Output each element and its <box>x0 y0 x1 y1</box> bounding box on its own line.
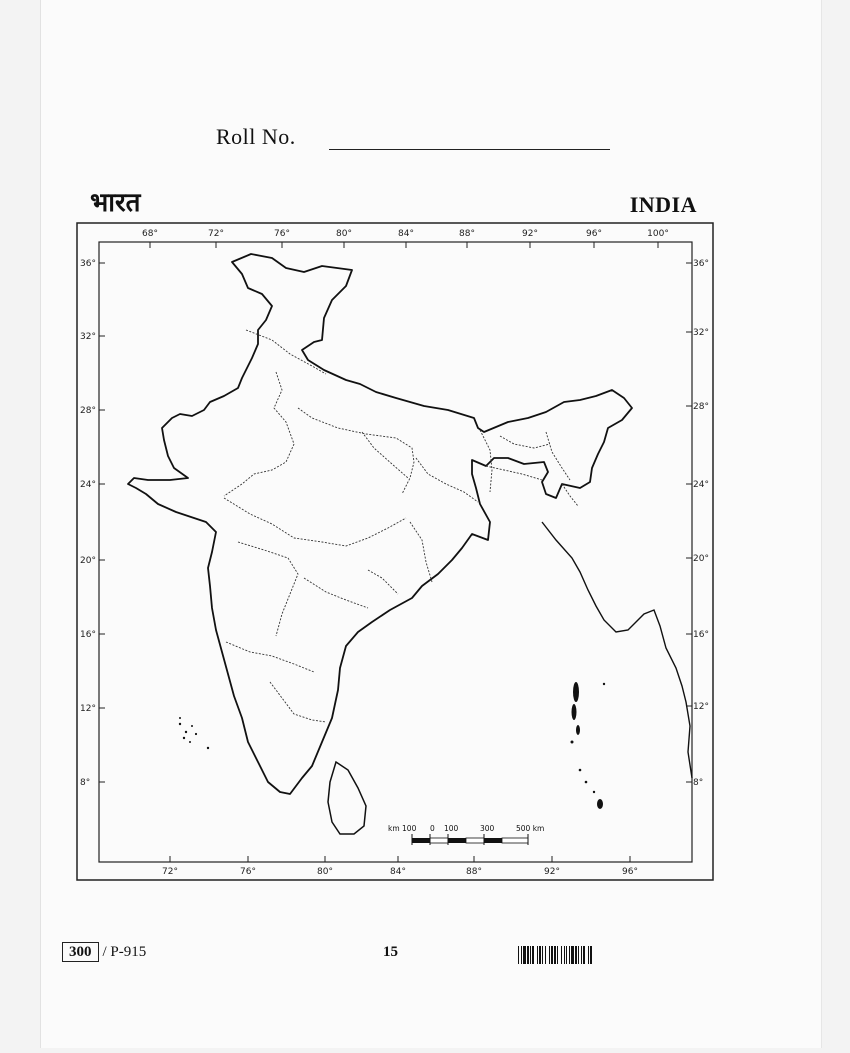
barcode-bar <box>549 946 550 964</box>
lon-label-top: 84° <box>398 229 414 239</box>
lon-label-bottom: 84° <box>390 867 406 877</box>
india-outline-map <box>76 222 714 881</box>
lon-label-top: 92° <box>522 229 538 239</box>
barcode-bar <box>564 946 565 964</box>
lat-label-right: 32° <box>693 328 709 338</box>
myanmar-coast <box>542 522 692 778</box>
lat-label-left: 36° <box>80 259 96 269</box>
scale-label-left: km 100 <box>388 824 417 833</box>
state-boundaries <box>224 330 578 722</box>
andaman-nicobar-islands <box>571 682 606 809</box>
lon-label-top: 68° <box>142 229 158 239</box>
sri-lanka-outline <box>328 762 366 834</box>
barcode-bar <box>542 946 543 964</box>
lon-label-bottom: 76° <box>240 867 256 877</box>
barcode-bar <box>588 946 589 964</box>
lon-label-bottom: 92° <box>544 867 560 877</box>
barcode-bar <box>571 946 574 964</box>
lat-label-left: 32° <box>80 332 96 342</box>
scale-tick-label: 100 <box>444 824 459 833</box>
map-inner-border <box>99 242 692 862</box>
map-title-hindi: भारत <box>90 188 141 218</box>
paper-code-text: / P-915 <box>102 943 147 960</box>
scale-tick-label: 300 <box>480 824 495 833</box>
barcode-bar <box>523 946 526 964</box>
lat-label-right: 28° <box>693 402 709 412</box>
lon-label-top: 80° <box>336 229 352 239</box>
barcode-bar <box>557 946 558 964</box>
barcode-bar <box>561 946 562 964</box>
barcode-bar <box>551 946 553 964</box>
barcode-bar <box>590 946 592 964</box>
barcode-bar <box>537 946 538 964</box>
lon-label-bottom: 88° <box>466 867 482 877</box>
barcode-bar <box>545 946 546 964</box>
barcode-bar <box>530 946 531 964</box>
lon-label-top: 96° <box>586 229 602 239</box>
barcode-bar <box>532 946 534 964</box>
lat-label-left: 28° <box>80 406 96 416</box>
lat-label-left: 24° <box>80 480 96 490</box>
scale-bar <box>388 824 544 845</box>
india-mainland-outline <box>128 254 632 794</box>
barcode-bar <box>521 946 522 964</box>
barcode-bar <box>527 946 529 964</box>
scale-tick-label: 0 <box>430 824 435 833</box>
barcode-bar <box>575 946 577 964</box>
roll-number-label: Roll No. <box>216 124 296 149</box>
barcode-bar <box>583 946 585 964</box>
lat-label-left: 20° <box>80 556 96 566</box>
barcode-bar <box>518 946 519 964</box>
lat-label-left: 16° <box>80 630 96 640</box>
paper-code <box>62 942 146 962</box>
barcode-bar <box>566 946 567 964</box>
marks-box: 300 <box>62 942 99 962</box>
barcode-bar <box>539 946 541 964</box>
lat-label-right: 36° <box>693 259 709 269</box>
lon-label-top: 72° <box>208 229 224 239</box>
roll-number-line <box>329 149 610 150</box>
lat-label-left: 8° <box>80 778 91 788</box>
lon-label-top: 88° <box>459 229 475 239</box>
barcode-bar <box>569 946 570 964</box>
lat-label-right: 12° <box>693 702 709 712</box>
barcode-bar <box>554 946 556 964</box>
lat-label-right: 16° <box>693 630 709 640</box>
lat-label-right: 8° <box>693 778 704 788</box>
lon-label-bottom: 96° <box>622 867 638 877</box>
map-title-english: INDIA <box>629 192 697 217</box>
lakshadweep-islands <box>179 717 209 749</box>
lon-label-top: 100° <box>647 229 669 239</box>
lat-label-right: 24° <box>693 480 709 490</box>
barcode-bar <box>578 946 579 964</box>
barcode-bar <box>581 946 582 964</box>
scale-tick-label: 500 km <box>516 824 545 833</box>
barcode <box>518 946 664 964</box>
lat-label-right: 20° <box>693 554 709 564</box>
map-outer-border <box>77 223 713 880</box>
lon-label-bottom: 80° <box>317 867 333 877</box>
lat-label-left: 12° <box>80 704 96 714</box>
lon-label-bottom: 72° <box>162 867 178 877</box>
lon-label-top: 76° <box>274 229 290 239</box>
page-number: 15 <box>383 944 398 960</box>
